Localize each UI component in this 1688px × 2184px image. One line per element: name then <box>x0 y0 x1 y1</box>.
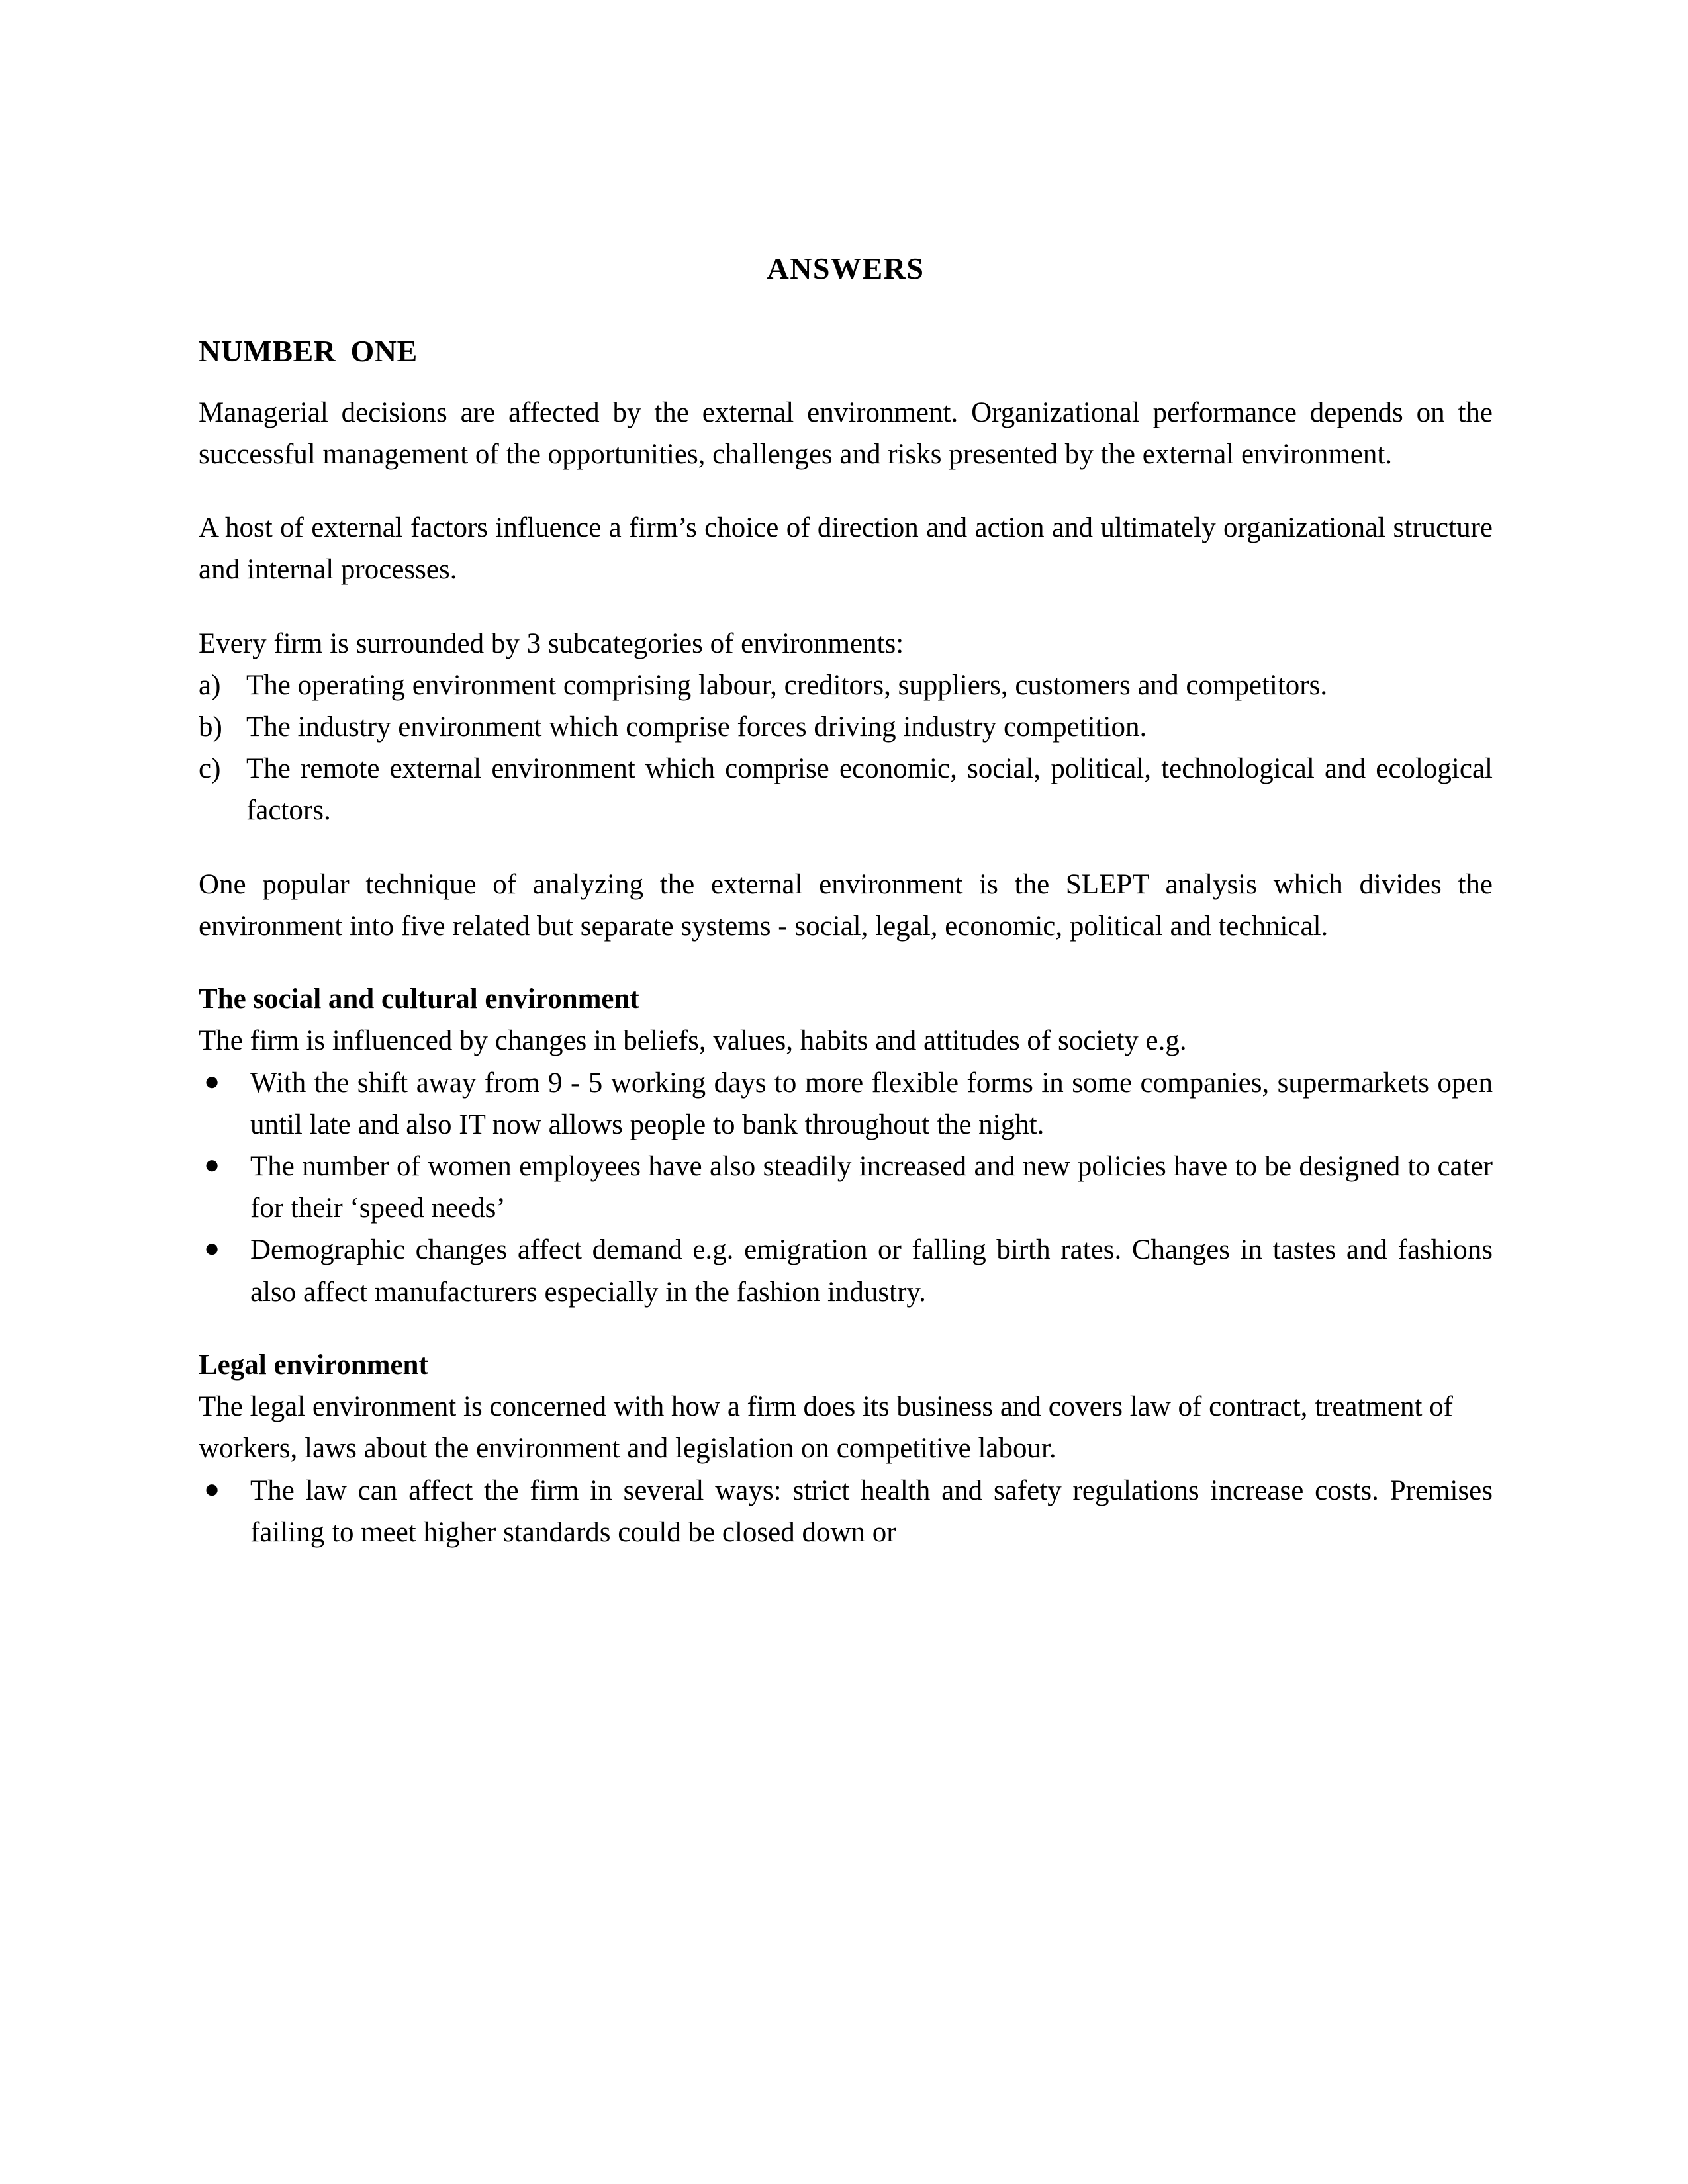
question-heading-ordinal: ONE <box>350 334 418 368</box>
list-item-text: The number of women employees have also steadily increased and new policies have to be designed to cater for their ‘speed needs’ <box>250 1150 1493 1224</box>
bullet-icon: ● <box>204 1233 220 1263</box>
section-lead-legal: The legal environment is concerned with how a firm does its business and covers law of contract, treatment of workers, laws about the environment and legislation on competitive labour. <box>199 1391 1454 1465</box>
page-content <box>199 251 1493 1553</box>
list-item-text: The industry environment which comprise forces driving industry competition. <box>246 711 1147 743</box>
list-marker: b) <box>199 711 222 743</box>
list-marker: a) <box>199 669 221 701</box>
section-heading-legal: Legal environment <box>199 1349 428 1381</box>
bullet-icon: ● <box>204 1066 220 1096</box>
question-heading-number: NUMBER <box>199 334 336 368</box>
list-item <box>199 664 1493 706</box>
section-heading-social: The social and cultural environment <box>199 983 639 1015</box>
list-item <box>199 748 1493 831</box>
list-item-text: The operating environment comprising labour, creditors, suppliers, customers and competitors. <box>246 669 1328 701</box>
paragraph-spacer <box>199 591 1493 623</box>
section-lead-social: The firm is influenced by changes in beliefs, values, habits and attitudes of society e.g. <box>199 1025 1187 1057</box>
paragraph-slept: One popular technique of analyzing the external environment is the SLEPT analysis which divides the environment into five related but separate systems - social, legal, economic, political and technical. <box>199 868 1493 942</box>
paragraph-intro-1: Managerial decisions are affected by the external environment. Organizational performance depends on the successful management of the opportunities, challenges and risks presented by the external environment. <box>199 396 1493 470</box>
paragraph-spacer <box>199 832 1493 864</box>
list-item-text: Demographic changes affect demand e.g. emigration or falling birth rates. Changes in tastes and fashions also affect manufacturers especially in the fashion industry. <box>250 1234 1493 1308</box>
list-item-text: The law can affect the firm in several ways: strict health and safety regulations increase costs. Premises failing to meet higher standards could be closed down or <box>250 1475 1493 1548</box>
legal-bullet-list <box>199 1470 1493 1553</box>
bullet-icon: ● <box>204 1473 220 1504</box>
paragraph-intro-2: A host of external factors influence a firm’s choice of direction and action and ultimately organizational structure and internal processes. <box>199 512 1493 586</box>
page-title: ANSWERS <box>767 251 925 285</box>
list-marker: c) <box>199 753 221 785</box>
paragraph-spacer <box>199 1313 1493 1345</box>
list-item <box>199 1229 1493 1312</box>
question-heading <box>199 334 1493 369</box>
list-item <box>199 1062 1493 1146</box>
paragraph-spacer <box>199 947 1493 979</box>
social-bullet-list <box>199 1062 1493 1313</box>
bullet-icon: ● <box>204 1149 220 1179</box>
list-item <box>199 706 1493 748</box>
list-item-text: The remote external environment which comprise economic, social, political, technological and ecological factors. <box>246 753 1493 827</box>
list-item <box>199 1470 1493 1553</box>
environment-list <box>199 664 1493 832</box>
paragraph-spacer <box>199 475 1493 507</box>
list-item-text: With the shift away from 9 - 5 working days to more flexible forms in some companies, supermarkets open until late and also IT now allows people to bank throughout the night. <box>250 1067 1493 1140</box>
list-item <box>199 1146 1493 1229</box>
paragraph-subcategories-lead: Every firm is surrounded by 3 subcategories of environments: <box>199 627 904 659</box>
